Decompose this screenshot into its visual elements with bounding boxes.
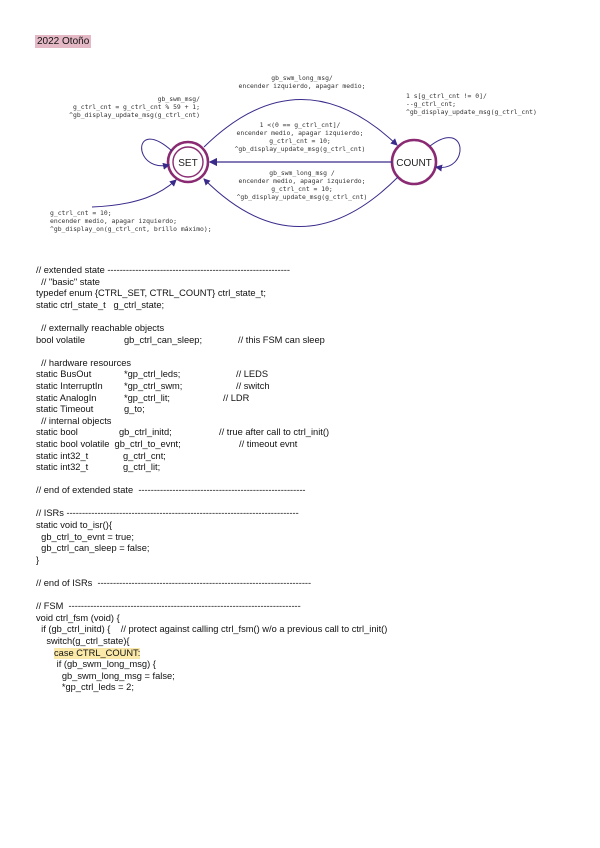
code-line — [36, 497, 596, 509]
state-count — [392, 140, 436, 184]
code-segment: typedef enum {CTRL_SET, CTRL_COUNT} ctrl_state_t; — [36, 288, 266, 299]
svg-text:encender izquierdo, apagar med: encender izquierdo, apagar medio; — [238, 82, 366, 90]
code-line — [36, 648, 596, 660]
code-line — [36, 323, 596, 335]
code-segment: // externally reachable objects — [36, 322, 165, 333]
code-segment: switch(g_ctrl_state){ — [36, 636, 130, 646]
label-set-to-count-lower — [237, 169, 368, 201]
code-segment: g_to; — [124, 404, 145, 415]
label-initial — [50, 209, 212, 233]
code-segment: static bool — [36, 427, 78, 438]
code-segment: if (gb_ctrl_initd) { // protect against calling ctrl_fsm() w/o a previous call to ctrl_init() — [36, 624, 388, 635]
label-count-self — [406, 92, 537, 116]
code-line — [36, 555, 596, 567]
code-line — [36, 659, 596, 671]
code-line — [36, 671, 596, 683]
code-segment: gb_ctrl_can_sleep; — [124, 334, 203, 345]
code-line — [36, 369, 596, 381]
code-segment: *gp_ctrl_leds = 2; — [36, 682, 134, 693]
code-segment: // extended state ----------------------------------------------------------- — [36, 265, 290, 275]
code-line — [36, 613, 596, 625]
code-segment: // ISRs --------------------------------------------------------------------------- — [36, 508, 299, 519]
code-segment: // this FSM can sleep — [238, 334, 325, 345]
code-segment — [36, 648, 52, 660]
svg-text:^gb_display_update_msg(g_ctrl_: ^gb_display_update_msg(g_ctrl_cnt) — [234, 145, 366, 153]
code-line — [36, 543, 596, 555]
code-line — [36, 474, 596, 486]
code-line — [36, 393, 596, 405]
code-segment: static AnalogIn — [36, 392, 97, 403]
code-segment: // LDR — [223, 392, 250, 403]
transition-initial — [92, 180, 176, 207]
code-line — [36, 300, 596, 312]
label-count-to-set-upper — [235, 121, 366, 153]
code-segment: // switch — [236, 380, 270, 391]
code-line — [36, 416, 596, 428]
code-segment: static bool volatile gb_ctrl_to_evnt; — [36, 438, 181, 449]
code-line — [36, 265, 596, 277]
code-line — [36, 277, 596, 289]
code-segment: static Timeout — [36, 404, 94, 415]
svg-text:^gb_display_on(g_ctrl_cnt, bri: ^gb_display_on(g_ctrl_cnt, brillo máximo); — [50, 225, 212, 233]
code-segment: void ctrl_fsm (void) { — [36, 612, 120, 623]
code-segment: g_ctrl_cnt; — [123, 450, 166, 461]
svg-text:encender medio, apagar izquier: encender medio, apagar izquierdo; — [236, 129, 364, 137]
code-line — [36, 439, 596, 451]
code-segment: // "basic" state — [36, 276, 100, 287]
svg-text:encender medio, apagar izquier: encender medio, apagar izquierdo; — [50, 217, 177, 225]
code-segment: static int32_t — [36, 462, 89, 473]
state-count-label: COUNT — [396, 158, 432, 169]
code-segment: // end of extended state ------------------------------------------------------ — [36, 485, 306, 496]
svg-text:encender medio, apagar izquier: encender medio, apagar izquierdo; — [238, 177, 366, 185]
code-line — [36, 311, 596, 323]
code-line — [36, 578, 596, 590]
state-set — [168, 142, 208, 182]
code-line — [36, 624, 596, 636]
svg-text:gb_swm_long_msg /: gb_swm_long_msg / — [269, 169, 335, 177]
code-segment: static ctrl_state_t g_ctrl_state; — [36, 299, 165, 310]
code-line — [36, 485, 596, 497]
state-machine-diagram — [0, 55, 600, 265]
code-segment: static InterruptIn — [36, 380, 103, 391]
code-line — [36, 381, 596, 393]
label-set-self — [69, 95, 200, 119]
code-segment: static BusOut — [36, 369, 92, 380]
code-segment: // hardware resources — [36, 357, 132, 368]
code-segment: gb_ctrl_initd; — [119, 427, 172, 438]
code-line — [36, 404, 596, 416]
code-segment: static int32_t — [36, 450, 89, 461]
code-line — [36, 532, 596, 544]
code-segment: // LEDS — [236, 369, 269, 380]
code-line — [36, 590, 596, 602]
code-segment: // true after call to ctrl_init() — [219, 427, 330, 438]
code-listing — [36, 265, 596, 694]
svg-text:g_ctrl_cnt = 10;: g_ctrl_cnt = 10; — [269, 137, 331, 145]
code-line — [36, 601, 596, 613]
code-segment: // end of ISRs --------------------------------------------------------------------- — [36, 578, 312, 589]
code-segment: // internal objects — [36, 415, 112, 426]
svg-text:^gb_display_update_msg(g_ctrl_: ^gb_display_update_msg(g_ctrl_cnt) — [69, 111, 200, 119]
code-line — [36, 520, 596, 532]
code-segment: gb_ctrl_to_evnt = true; — [36, 531, 134, 542]
code-line — [36, 566, 596, 578]
code-highlight: case CTRL_COUNT: — [54, 647, 141, 658]
svg-text:gb_swm_long_msg/: gb_swm_long_msg/ — [271, 74, 333, 82]
code-line — [36, 427, 596, 439]
code-segment: // timeout evnt — [239, 438, 298, 449]
page-title: 2022 Otoño — [37, 36, 90, 47]
code-line — [36, 451, 596, 463]
code-segment: if (gb_swm_long_msg) { — [36, 659, 156, 670]
svg-text:g_ctrl_cnt = 10;: g_ctrl_cnt = 10; — [271, 185, 333, 193]
code-segment: gb_swm_long_msg = false; — [36, 670, 175, 681]
state-set-label: SET — [178, 158, 198, 169]
code-line — [36, 462, 596, 474]
code-line — [36, 288, 596, 300]
code-segment: gb_ctrl_can_sleep = false; — [36, 543, 150, 554]
code-segment: static void to_isr(){ — [36, 520, 112, 531]
label-top-loop — [239, 74, 366, 90]
code-segment: } — [36, 554, 40, 565]
svg-text:g_ctrl_cnt = g_ctrl_cnt % 59 +: g_ctrl_cnt = g_ctrl_cnt % 59 + 1; — [73, 103, 200, 111]
code-segment: bool volatile — [36, 334, 86, 345]
svg-text:1 <(0 == g_ctrl_cnt]/: 1 <(0 == g_ctrl_cnt]/ — [259, 121, 341, 129]
code-line — [36, 346, 596, 358]
code-segment: g_ctrl_lit; — [123, 462, 161, 473]
svg-text:1 s[g_ctrl_cnt != 0]/: 1 s[g_ctrl_cnt != 0]/ — [406, 92, 487, 100]
code-line — [36, 682, 596, 694]
code-line — [36, 508, 596, 520]
code-line — [36, 358, 596, 370]
code-segment: *gp_ctrl_swm; — [124, 380, 183, 391]
svg-text:gb_swm_msg/: gb_swm_msg/ — [157, 95, 200, 103]
code-line — [36, 636, 596, 648]
code-segment: *gp_ctrl_lit; — [124, 392, 170, 403]
svg-text:^gb_display_update_msg(g_ctrl_: ^gb_display_update_msg(g_ctrl_cnt) — [406, 108, 537, 116]
svg-text:g_ctrl_cnt = 10;: g_ctrl_cnt = 10; — [50, 209, 112, 217]
code-segment: // FSM --------------------------------------------------------------------------- — [36, 601, 301, 612]
svg-text:--g_ctrl_cnt;: --g_ctrl_cnt; — [406, 100, 457, 108]
svg-text:^gb_display_update_msg(g_ctrl_: ^gb_display_update_msg(g_ctrl_cnt) — [236, 193, 368, 201]
code-line — [36, 335, 596, 347]
code-segment: *gp_ctrl_leds; — [124, 369, 181, 380]
